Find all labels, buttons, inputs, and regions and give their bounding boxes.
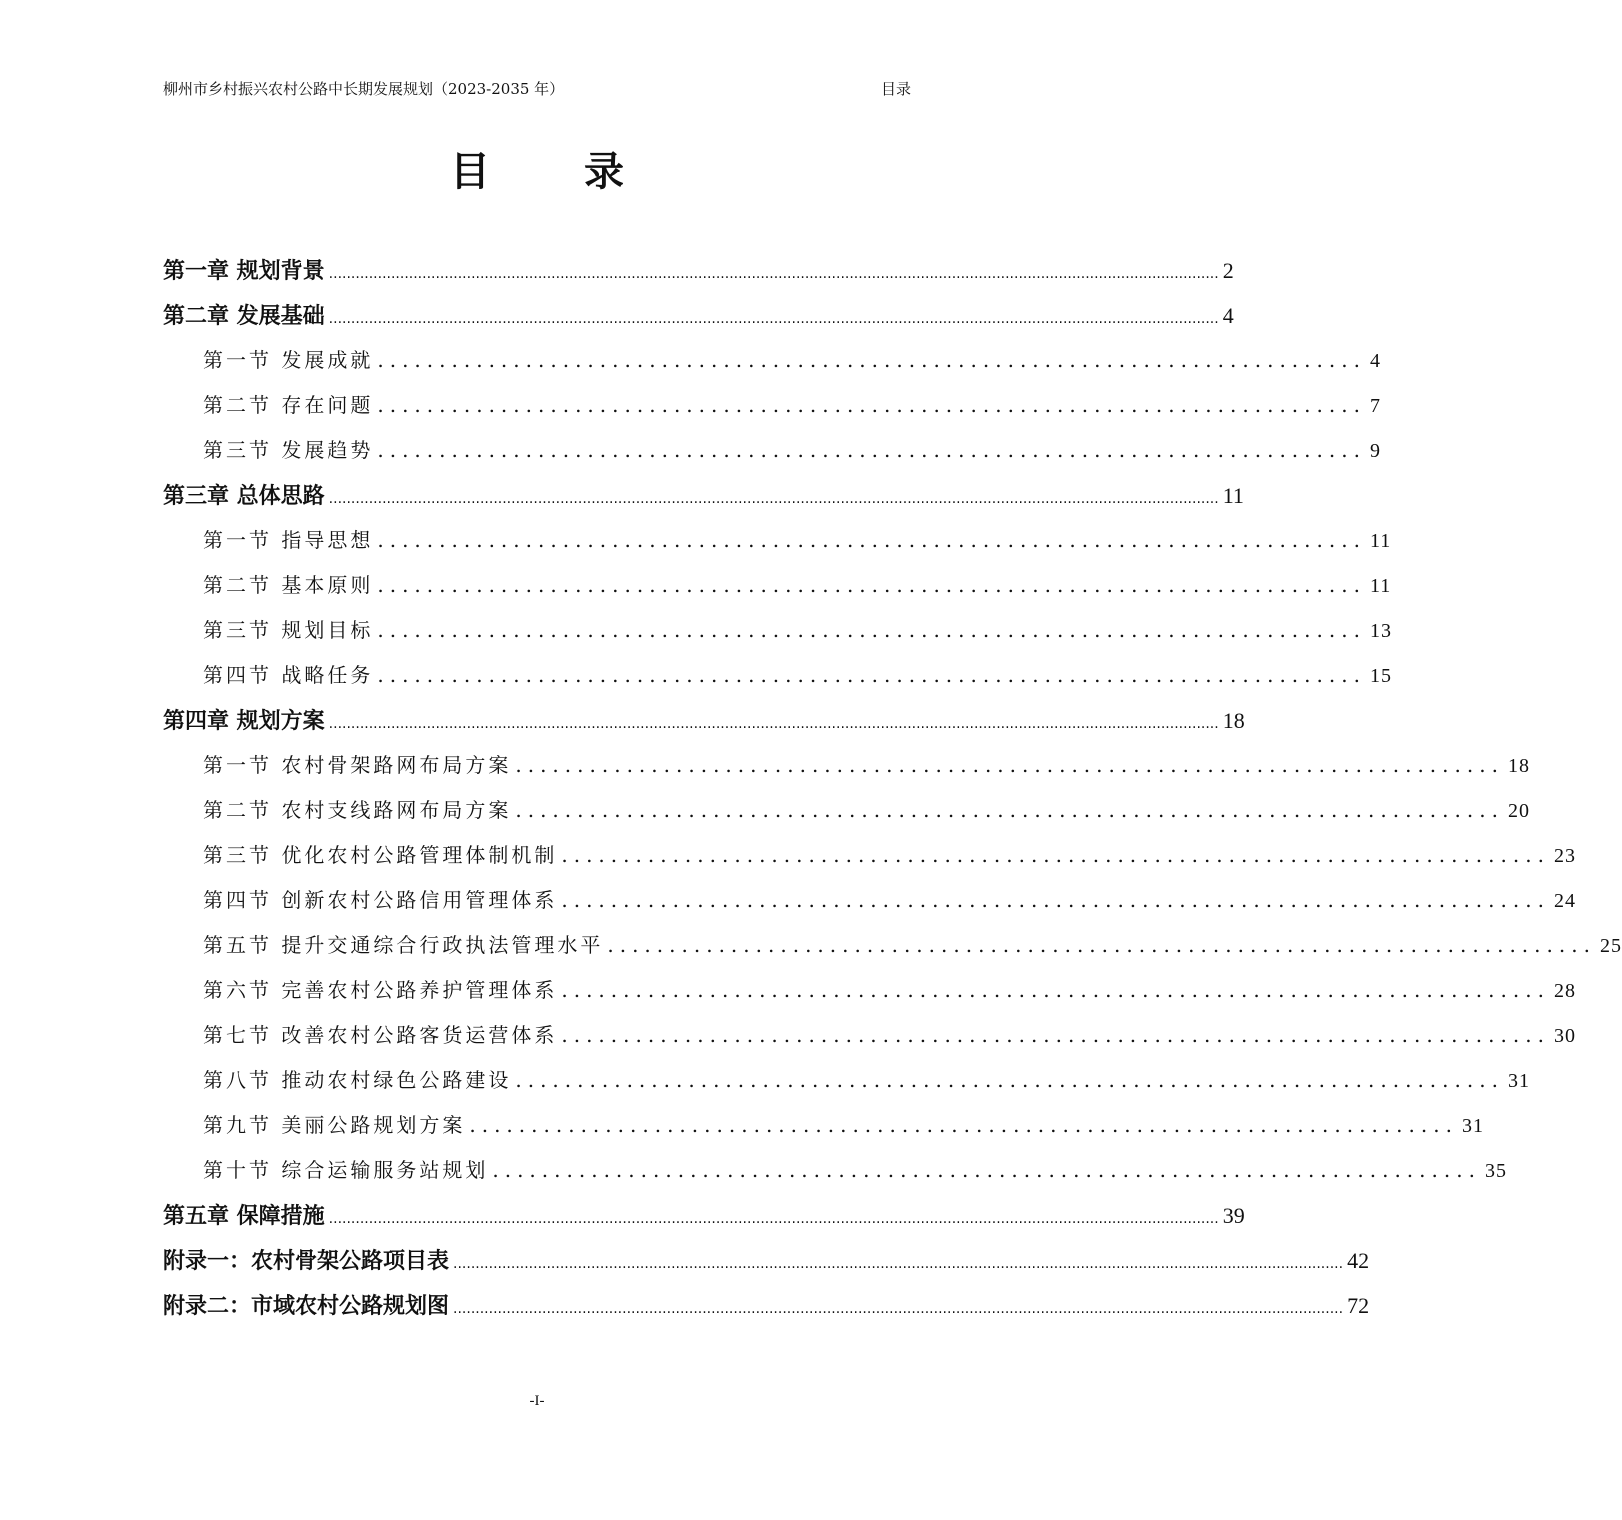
toc-section-entry[interactable] [163, 338, 1381, 383]
toc-entry-title: 附录一：农村骨架公路项目表 [163, 1249, 450, 1274]
dot-leader: ........................................................................................................................................................................................................ [453, 1301, 1344, 1317]
toc-entry-page-number: 20 [1507, 800, 1530, 822]
header-document-title: 柳州市乡村振兴农村公路中长期发展规划（2023-2035 年） [163, 79, 565, 98]
toc-entry-title: 第三节 优化农村公路管理体制机制 [203, 843, 558, 867]
toc-section-entry[interactable] [163, 563, 1392, 608]
dot-leader: ........................................................................................................................................................................................................ [328, 311, 1219, 327]
dot-leader: ........................................................................................................................................................................................................ [328, 716, 1219, 732]
toc-entry-page-number: 4 [1222, 303, 1234, 328]
toc-entry-title: 第八节 推动农村绿色公路建设 [203, 1068, 512, 1092]
toc-section-entry[interactable] [163, 518, 1392, 563]
toc-entry-page-number: 7 [1369, 395, 1381, 417]
toc-entry-page-number: 31 [1461, 1115, 1484, 1137]
dot-leader: ................................................................................ [377, 528, 1366, 552]
toc-entry-page-number: 13 [1369, 620, 1392, 642]
toc-entry-title: 第四节 创新农村公路信用管理体系 [203, 888, 558, 912]
toc-section-entry[interactable] [163, 968, 1576, 1013]
toc-section-entry[interactable] [163, 428, 1381, 473]
toc-entry-page-number: 72 [1347, 1293, 1370, 1318]
toc-section-entry[interactable] [163, 1013, 1576, 1058]
toc-entry-title: 第十节 综合运输服务站规划 [203, 1158, 489, 1182]
toc-section-entry[interactable] [163, 833, 1576, 878]
toc-entry-page-number: 11 [1369, 530, 1392, 552]
toc-section-entry[interactable] [163, 653, 1392, 698]
toc-entry-title: 第一节 农村骨架路网布局方案 [203, 753, 512, 777]
dot-leader: ........................................................................................................................................................................................................ [453, 1256, 1344, 1272]
toc-entry-title: 第六节 完善农村公路养护管理体系 [203, 978, 558, 1002]
toc-entry-title: 第三节 规划目标 [203, 618, 374, 642]
dot-leader: ................................................................................ [515, 1068, 1504, 1092]
toc-entry-title: 第三节 发展趋势 [203, 438, 374, 462]
toc-chapter-entry[interactable] [163, 1283, 1370, 1328]
toc-entry-title: 第二章 发展基础 [163, 304, 325, 329]
toc-entry-title: 附录二：市域农村公路规划图 [163, 1294, 450, 1319]
toc-entry-title: 第五章 保障措施 [163, 1204, 325, 1229]
toc-entry-page-number: 25 [1599, 935, 1622, 957]
toc-entry-page-number: 30 [1553, 1025, 1576, 1047]
dot-leader: ................................................................................ [377, 348, 1366, 372]
dot-leader: ................................................................................ [561, 843, 1550, 867]
dot-leader: ........................................................................................................................................................................................................ [328, 1211, 1219, 1227]
toc-chapter-entry[interactable] [163, 1193, 1245, 1238]
toc-entry-page-number: 15 [1369, 665, 1392, 687]
toc-entry-page-number: 4 [1369, 350, 1381, 372]
toc-section-entry[interactable] [163, 1058, 1530, 1103]
toc-entry-title: 第四节 战略任务 [203, 663, 374, 687]
toc-entry-page-number: 28 [1553, 980, 1576, 1002]
toc-section-entry[interactable] [163, 608, 1392, 653]
toc-section-entry[interactable] [163, 788, 1530, 833]
toc-entry-page-number: 11 [1222, 483, 1244, 508]
dot-leader: ................................................................................ [377, 618, 1366, 642]
toc-entry-title: 第四章 规划方案 [163, 709, 325, 734]
header-section-name: 目录 [880, 79, 911, 98]
toc-entry-page-number: 11 [1369, 575, 1392, 597]
page-number: -I- [529, 1393, 545, 1409]
toc-section-entry[interactable] [163, 878, 1576, 923]
toc-chapter-entry[interactable] [163, 293, 1234, 338]
toc-chapter-entry[interactable] [163, 698, 1245, 743]
toc-entry-page-number: 9 [1369, 440, 1381, 462]
toc-entry-title: 第二节 存在问题 [203, 393, 374, 417]
toc-entry-title: 第九节 美丽公路规划方案 [203, 1113, 466, 1137]
dot-leader: ................................................................................ [377, 438, 1366, 462]
dot-leader: ................................................................................ [561, 978, 1550, 1002]
toc-entry-title: 第七节 改善农村公路客货运营体系 [203, 1023, 558, 1047]
dot-leader: ................................................................................ [469, 1113, 1458, 1137]
dot-leader: ................................................................................ [515, 753, 1504, 777]
dot-leader: ................................................................................ [377, 393, 1366, 417]
toc-entry-title: 第二节 农村支线路网布局方案 [203, 798, 512, 822]
toc-chapter-entry[interactable] [163, 248, 1234, 293]
toc-entry-page-number: 42 [1347, 1248, 1370, 1273]
toc-entry-page-number: 31 [1507, 1070, 1530, 1092]
toc-section-entry[interactable] [163, 923, 1622, 968]
dot-leader: ........................................................................................................................................................................................................ [328, 266, 1219, 282]
dot-leader: ................................................................................ [515, 798, 1504, 822]
page-title: 目 录 [450, 149, 664, 195]
table-of-contents [163, 248, 1622, 1328]
toc-entry-page-number: 2 [1222, 258, 1234, 283]
toc-entry-title: 第三章 总体思路 [163, 484, 325, 509]
toc-section-entry[interactable] [163, 383, 1381, 428]
toc-entry-page-number: 18 [1222, 708, 1245, 733]
toc-entry-title: 第一节 指导思想 [203, 528, 374, 552]
toc-section-entry[interactable] [163, 1103, 1484, 1148]
toc-chapter-entry[interactable] [163, 473, 1244, 518]
toc-entry-title: 第一章 规划背景 [163, 259, 325, 284]
toc-entry-page-number: 39 [1222, 1203, 1245, 1228]
toc-entry-page-number: 24 [1553, 890, 1576, 912]
toc-section-entry[interactable] [163, 1148, 1507, 1193]
page-header [163, 76, 911, 100]
dot-leader: ................................................................................ [607, 933, 1596, 957]
toc-entry-title: 第一节 发展成就 [203, 348, 374, 372]
toc-entry-page-number: 18 [1507, 755, 1530, 777]
toc-entry-page-number: 35 [1484, 1160, 1507, 1182]
dot-leader: ................................................................................ [492, 1158, 1481, 1182]
dot-leader: ................................................................................ [377, 573, 1366, 597]
dot-leader: ................................................................................ [561, 888, 1550, 912]
toc-section-entry[interactable] [163, 743, 1530, 788]
toc-chapter-entry[interactable] [163, 1238, 1370, 1283]
toc-entry-page-number: 23 [1553, 845, 1576, 867]
toc-entry-title: 第二节 基本原则 [203, 573, 374, 597]
dot-leader: ................................................................................ [377, 663, 1366, 687]
dot-leader: ........................................................................................................................................................................................................ [328, 491, 1219, 507]
toc-entry-title: 第五节 提升交通综合行政执法管理水平 [203, 933, 604, 957]
dot-leader: ................................................................................ [561, 1023, 1550, 1047]
